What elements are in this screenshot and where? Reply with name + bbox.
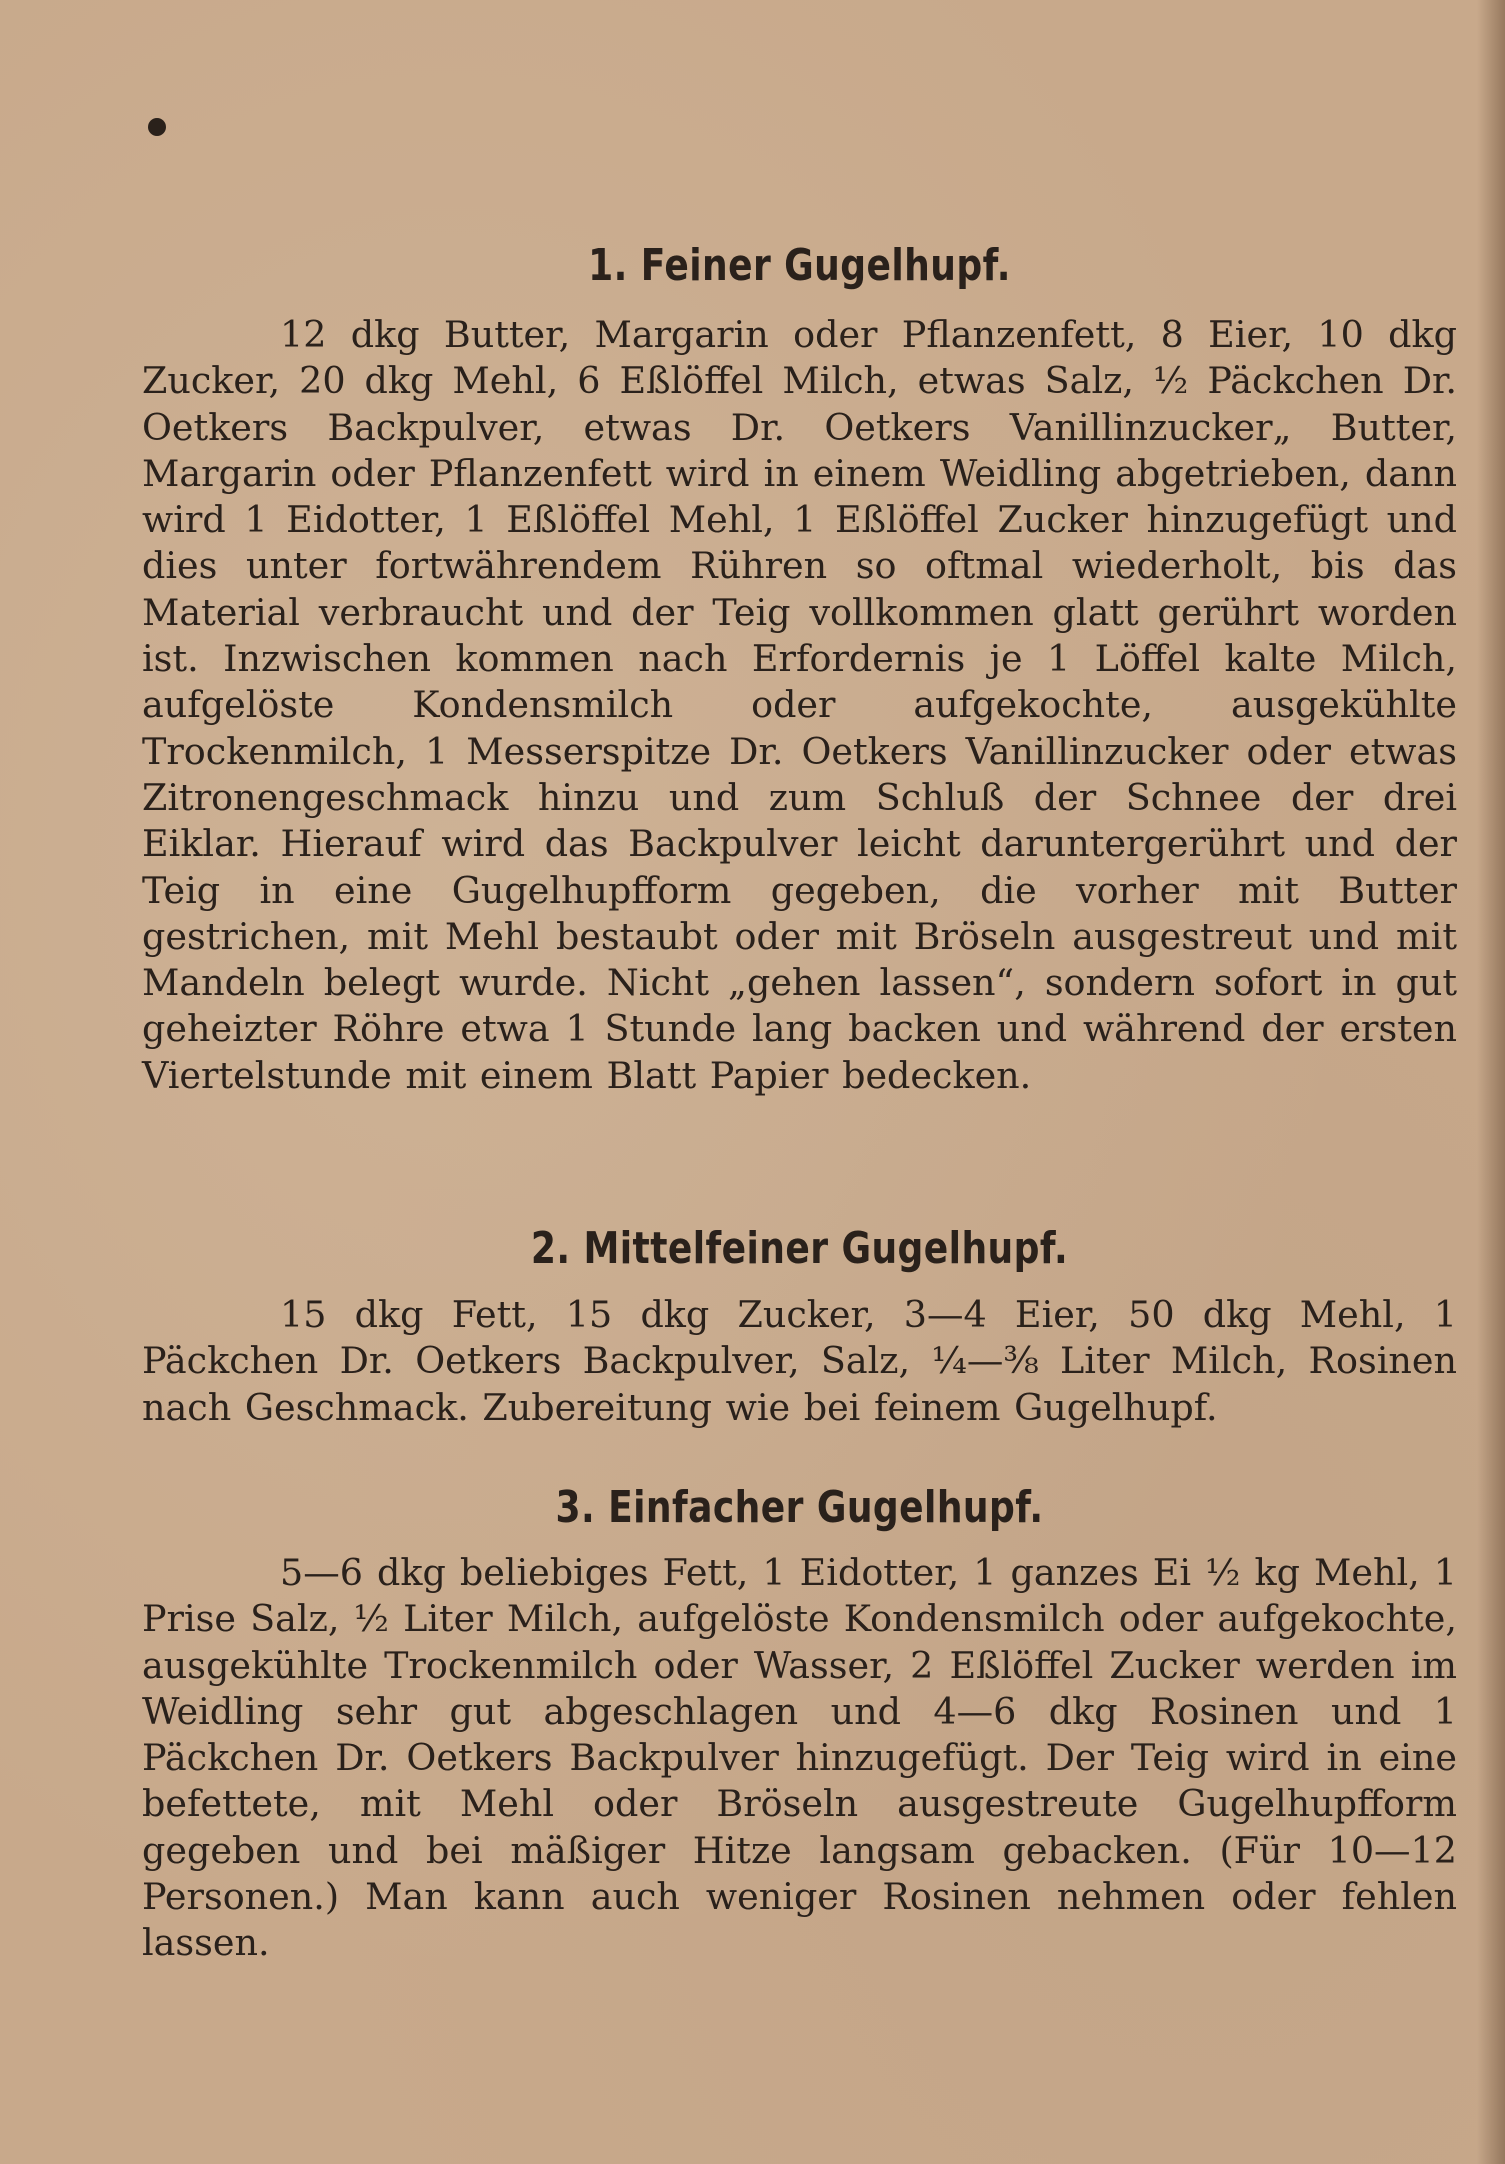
recipe-2-text: 15 dkg Fett, 15 dkg Zucker, 3—4 Eier, 50 dkg Mehl, 1 Päckchen Dr. Oetkers Backpulver, Salz, ¼—⅜ Liter Milch, Rosinen nach Geschmack. Zubereitung wie bei feinem Gugelhupf. (142, 1293, 1457, 1429)
recipe-2-title: 2. Mittelfeiner Gugelhupf. (530, 1223, 1069, 1274)
ink-dot (148, 118, 166, 136)
recipe-1-title: 1. Feiner Gugelhupf. (588, 240, 1011, 291)
page-edge-shadow (1477, 0, 1505, 2164)
recipe-1-text: 12 dkg Butter, Margarin oder Pflanzenfett, 8 Eier, 10 dkg Zucker, 20 dkg Mehl, 6 Eßlöffel Milch, etwas Salz, ½ Päckchen Dr. Oetkers Backpulver, etwas Dr. Oetkers Vanillinzucker„ Butter, Margarin oder Pflanzenfett wird in einem Weidling abgetrieben, dann wird 1 Eidotter, 1 Eßlöffel Mehl, 1 Eßlöffel Zucker hinzugefügt und dies unter fortwährendem Rühren so oftmal wiederholt, bis das Material verbraucht und der Teig vollkommen glatt gerührt worden ist. Inzwischen kommen nach Erfordernis je 1 Löffel kalte Milch, aufgelöste Kondensmilch oder aufgekochte, ausgekühlte Trockenmilch, 1 Messerspitze Dr. Oetkers Vanillinzucker oder etwas Zitronengeschmack hinzu und zum Schluß der Schnee der drei Eiklar. Hierauf wird das Backpulver leicht daruntergerührt und der Teig in eine Gugelhupfform gegeben, die vorher mit Butter gestrichen, mit Mehl bestaubt oder mit Bröseln ausgestreut und mit Mandeln belegt wurde. Nicht „gehen lassen“, sondern sofort in gut geheizter Röhre etwa 1 Stunde lang backen und während der ersten Viertelstunde mit einem Blatt Papier bedecken. (142, 313, 1457, 1097)
recipe-3-title: 3. Einfacher Gugelhupf. (555, 1482, 1044, 1533)
recipe-3-text: 5—6 dkg beliebiges Fett, 1 Eidotter, 1 ganzes Ei ½ kg Mehl, 1 Prise Salz, ½ Liter Milch, aufgelöste Kondensmilch oder aufgekochte, ausgekühlte Trockenmilch oder Wasser, 2 Eßlöffel Zucker werden im Weidling sehr gut abgeschlagen und 4—6 dkg Rosinen und 1 Päckchen Dr. Oetkers Backpulver hinzugefügt. Der Teig wird in eine befettete, mit Mehl oder Bröseln ausgestreute Gugelhupfform gegeben und bei mäßiger Hitze langsam gebacken. (Für 10—12 Personen.) Man kann auch weniger Rosinen nehmen oder fehlen lassen. (142, 1551, 1457, 1965)
